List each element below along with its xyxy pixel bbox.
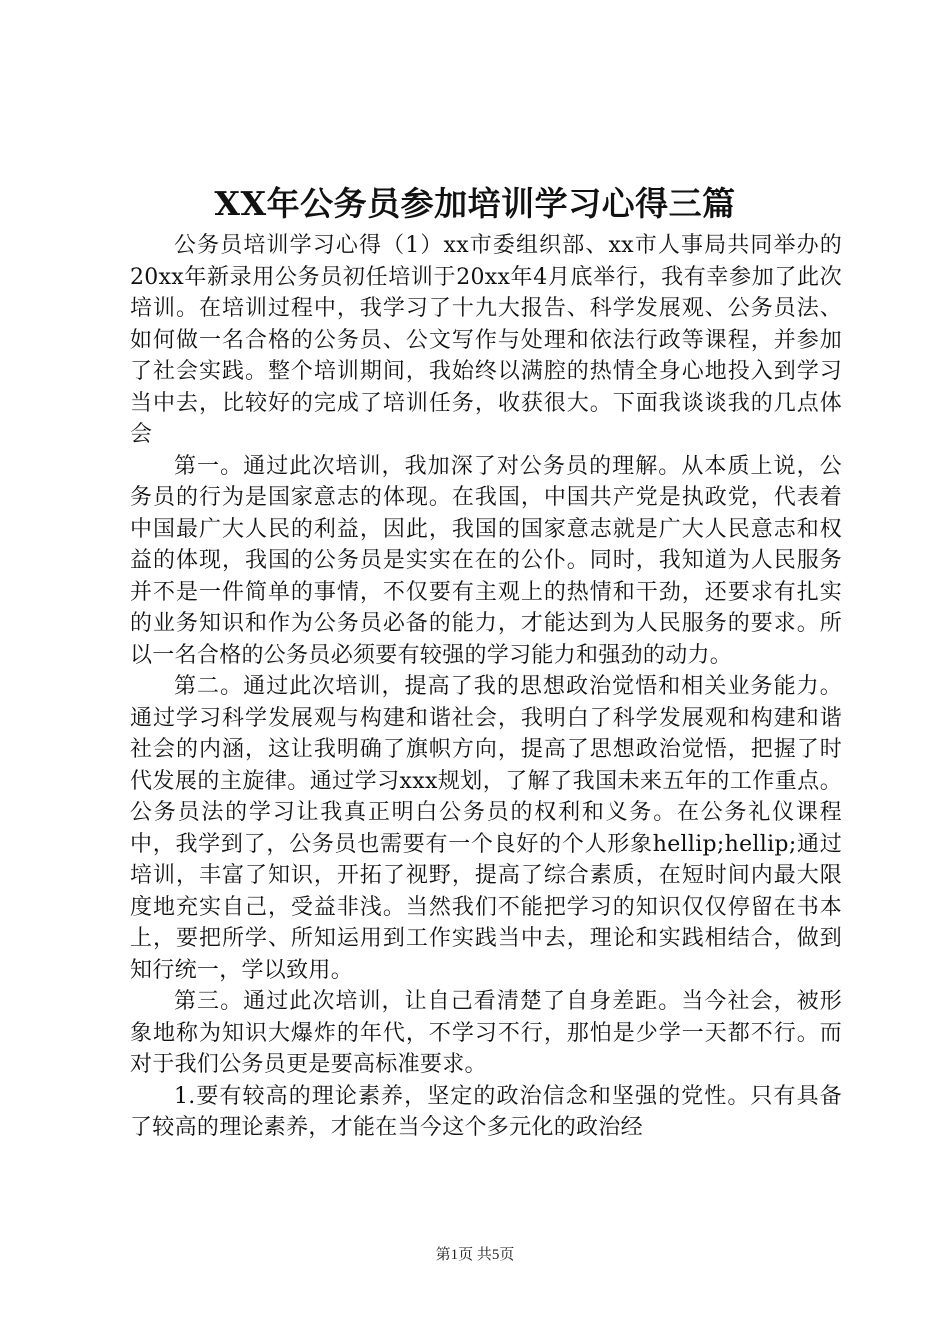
paragraph-second-point: 第二。通过此次培训，提高了我的思想政治觉悟和相关业务能力。通过学习科学发展观与构建和谐社会，我明白了科学发展观和构建和谐社会的内涵，这让我明确了旗帜方向，提高了思想政治觉悟，把握了时代发展的主旋律。通过学习xxx规划，了解了我国未来五年的工作重点。公务员法的学习让我真正明白公务员的权利和义务。在公务礼仪课程中，我学到了，公务员也需要有一个良好的个人形象hellip;hellip;通过培训，丰富了知识，开拓了视野，提高了综合素质，在短时间内最大限度地充实自己，受益非浅。当然我们不能把学习的知识仅仅停留在书本上，要把所学、所知运用到工作实践当中去，理论和实践相结合，做到知行统一，学以致用。: [130, 674, 842, 983]
page-number-footer: 第1页 共5页: [435, 1247, 515, 1263]
paragraph-item-1: 1.要有较高的理论素养，坚定的政治信念和坚强的党性。只有具备了较高的理论素养，才能在当今这个多元化的政治经: [130, 1083, 842, 1140]
paragraph-intro: 公务员培训学习心得（1）xx市委组织部、xx市人事局共同举办的20xx年新录用公务员初任培训于20xx年4月底举行，我有幸参加了此次培训。在培训过程中，我学习了十九大报告、科学发展观、公务员法、如何做一名合格的公务员、公文写作与处理和依法行政等课程，并参加了社会实践。整个培训期间，我始终以满腔的热情全身心地投入到学习当中去，比较好的完成了培训任务，收获很大。下面我谈谈我的几点体会: [130, 233, 842, 447]
document-body: [130, 230, 842, 1144]
paragraph-third-point: 第三。通过此次培训，让自己看清楚了自身差距。当今社会，被形象地称为知识大爆炸的年代，不学习不行，那怕是少学一天都不行。而对于我们公务员更是要高标准要求。: [130, 989, 842, 1077]
document-title: XX年公务员参加培训学习心得三篇: [214, 184, 736, 223]
paragraph-first-point: 第一。通过此次培训，我加深了对公务员的理解。从本质上说，公务员的行为是国家意志的体现。在我国，中国共产党是执政党，代表着中国最广大人民的利益，因此，我国的国家意志就是广大人民意志和权益的体现，我国的公务员是实实在在的公仆。同时，我知道为人民服务并不是一件简单的事情，不仅要有主观上的热情和干劲，还要求有扎实的业务知识和作为公务员必备的能力，才能达到为人民服务的要求。所以一名合格的公务员必须要有较强的学习能力和强劲的动力。: [130, 453, 842, 668]
